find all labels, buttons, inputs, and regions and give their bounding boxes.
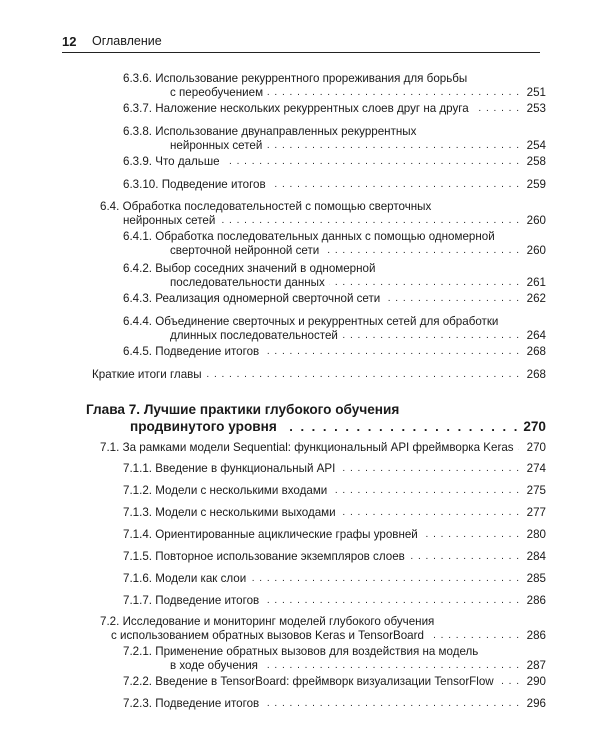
toc-entry[interactable]: 7.1.4. Ориентированные ациклические графы уровней . . . 280 xyxy=(123,528,546,542)
toc-entry[interactable]: 7.2.2. Введение в TensorBoard: фреймворк визуализации TensorFlow . . . 290 xyxy=(123,675,546,689)
page-ref: 264 xyxy=(526,329,546,342)
page-ref: 284 xyxy=(526,550,546,563)
toc-entry[interactable]: Краткие итоги главы . . . 268 xyxy=(92,368,546,382)
page-header xyxy=(62,28,540,53)
toc-entry[interactable]: 6.3.8. Использование двунаправленных рекуррентных нейронных сетей . . . 254 xyxy=(123,125,546,153)
page-ref: 287 xyxy=(526,659,546,672)
toc-entry[interactable]: 7.2.3. Подведение итогов . . . 296 xyxy=(123,697,546,711)
toc-entry[interactable]: 7.1.2. Модели с несколькими входами . . . 275 xyxy=(123,484,546,498)
toc-entry[interactable]: 6.4.1. Обработка последовательных данных с помощью одномерной сверточной нейронной сети . . . 260 xyxy=(123,230,546,258)
toc-entry[interactable]: 7.2. Исследование и мониторинг моделей глубокого обучения с использованием обратных вызовов Keras и TensorBoard . . . 286 xyxy=(100,615,546,643)
page-ref: 285 xyxy=(526,572,546,585)
page-number: 12 xyxy=(62,34,77,49)
page-ref: 260 xyxy=(526,244,546,257)
page-ref: 270 xyxy=(526,441,546,454)
page-ref: 286 xyxy=(526,594,546,607)
toc-entry[interactable]: 7.1.3. Модели с несколькими выходами . . . 277 xyxy=(123,506,546,520)
page-ref: 262 xyxy=(526,292,546,305)
page-ref: 290 xyxy=(526,675,546,688)
page-ref: 274 xyxy=(526,462,546,475)
page-ref: 277 xyxy=(526,506,546,519)
toc-entry[interactable]: 6.4.4. Объединение сверточных и рекуррентных сетей для обработки длинных последовательностей . . . 264 xyxy=(123,315,546,343)
toc-entry[interactable]: 7.1.5. Повторное использование экземпляров слоев . . . 284 xyxy=(123,550,546,564)
page-ref: 280 xyxy=(526,528,546,541)
page-ref: 286 xyxy=(526,629,546,642)
toc-entry[interactable]: 6.3.6. Использование рекуррентного прореживания для борьбы с переобучением . . . 251 xyxy=(123,72,546,100)
toc-chapter-entry[interactable]: Глава 7. Лучшие практики глубокого обучения продвинутого уровня . . . 270 xyxy=(86,401,546,435)
page-ref: 268 xyxy=(526,345,546,358)
page-ref: 270 xyxy=(523,419,546,434)
toc-entry[interactable]: 7.1.7. Подведение итогов . . . 286 xyxy=(123,594,546,608)
page-ref: 296 xyxy=(526,697,546,710)
toc-entry[interactable]: 7.2.1. Применение обратных вызовов для воздействия на модель в ходе обучения . . . 287 xyxy=(123,645,546,673)
page-ref: 268 xyxy=(526,368,546,381)
page-ref: 254 xyxy=(526,139,546,152)
toc-entry[interactable]: 6.3.7. Наложение нескольких рекуррентных слоев друг на друга . . . 253 xyxy=(123,102,546,116)
toc-entry[interactable]: 7.1.6. Модели как слои . . . 285 xyxy=(123,572,546,586)
page-ref: 261 xyxy=(526,276,546,289)
toc-entry[interactable]: 6.3.10. Подведение итогов . . . 259 xyxy=(123,178,546,192)
page-ref: 275 xyxy=(526,484,546,497)
toc-entry[interactable]: 7.1. За рамками модели Sequential: функциональный API фреймворка Keras . . . 270 xyxy=(100,441,546,455)
page-ref: 253 xyxy=(526,102,546,115)
toc-entry[interactable]: 6.4. Обработка последовательностей с помощью сверточных нейронных сетей . . . 260 xyxy=(100,200,546,228)
page-ref: 258 xyxy=(526,155,546,168)
toc-entry[interactable]: 7.1.1. Введение в функциональный API . . . 274 xyxy=(123,462,546,476)
page-ref: 259 xyxy=(526,178,546,191)
toc-entry[interactable]: 6.3.9. Что дальше . . . 258 xyxy=(123,155,546,169)
header-title: Оглавление xyxy=(92,34,162,48)
toc-entry[interactable]: 6.4.5. Подведение итогов . . . 268 xyxy=(123,345,546,359)
page-ref: 251 xyxy=(526,86,546,99)
page-ref: 260 xyxy=(526,214,546,227)
toc-entry[interactable]: 6.4.2. Выбор соседних значений в одномерной последовательности данных . . . 261 xyxy=(123,262,546,290)
toc-entry[interactable]: 6.4.3. Реализация одномерной сверточной сети . . . 262 xyxy=(123,292,546,306)
